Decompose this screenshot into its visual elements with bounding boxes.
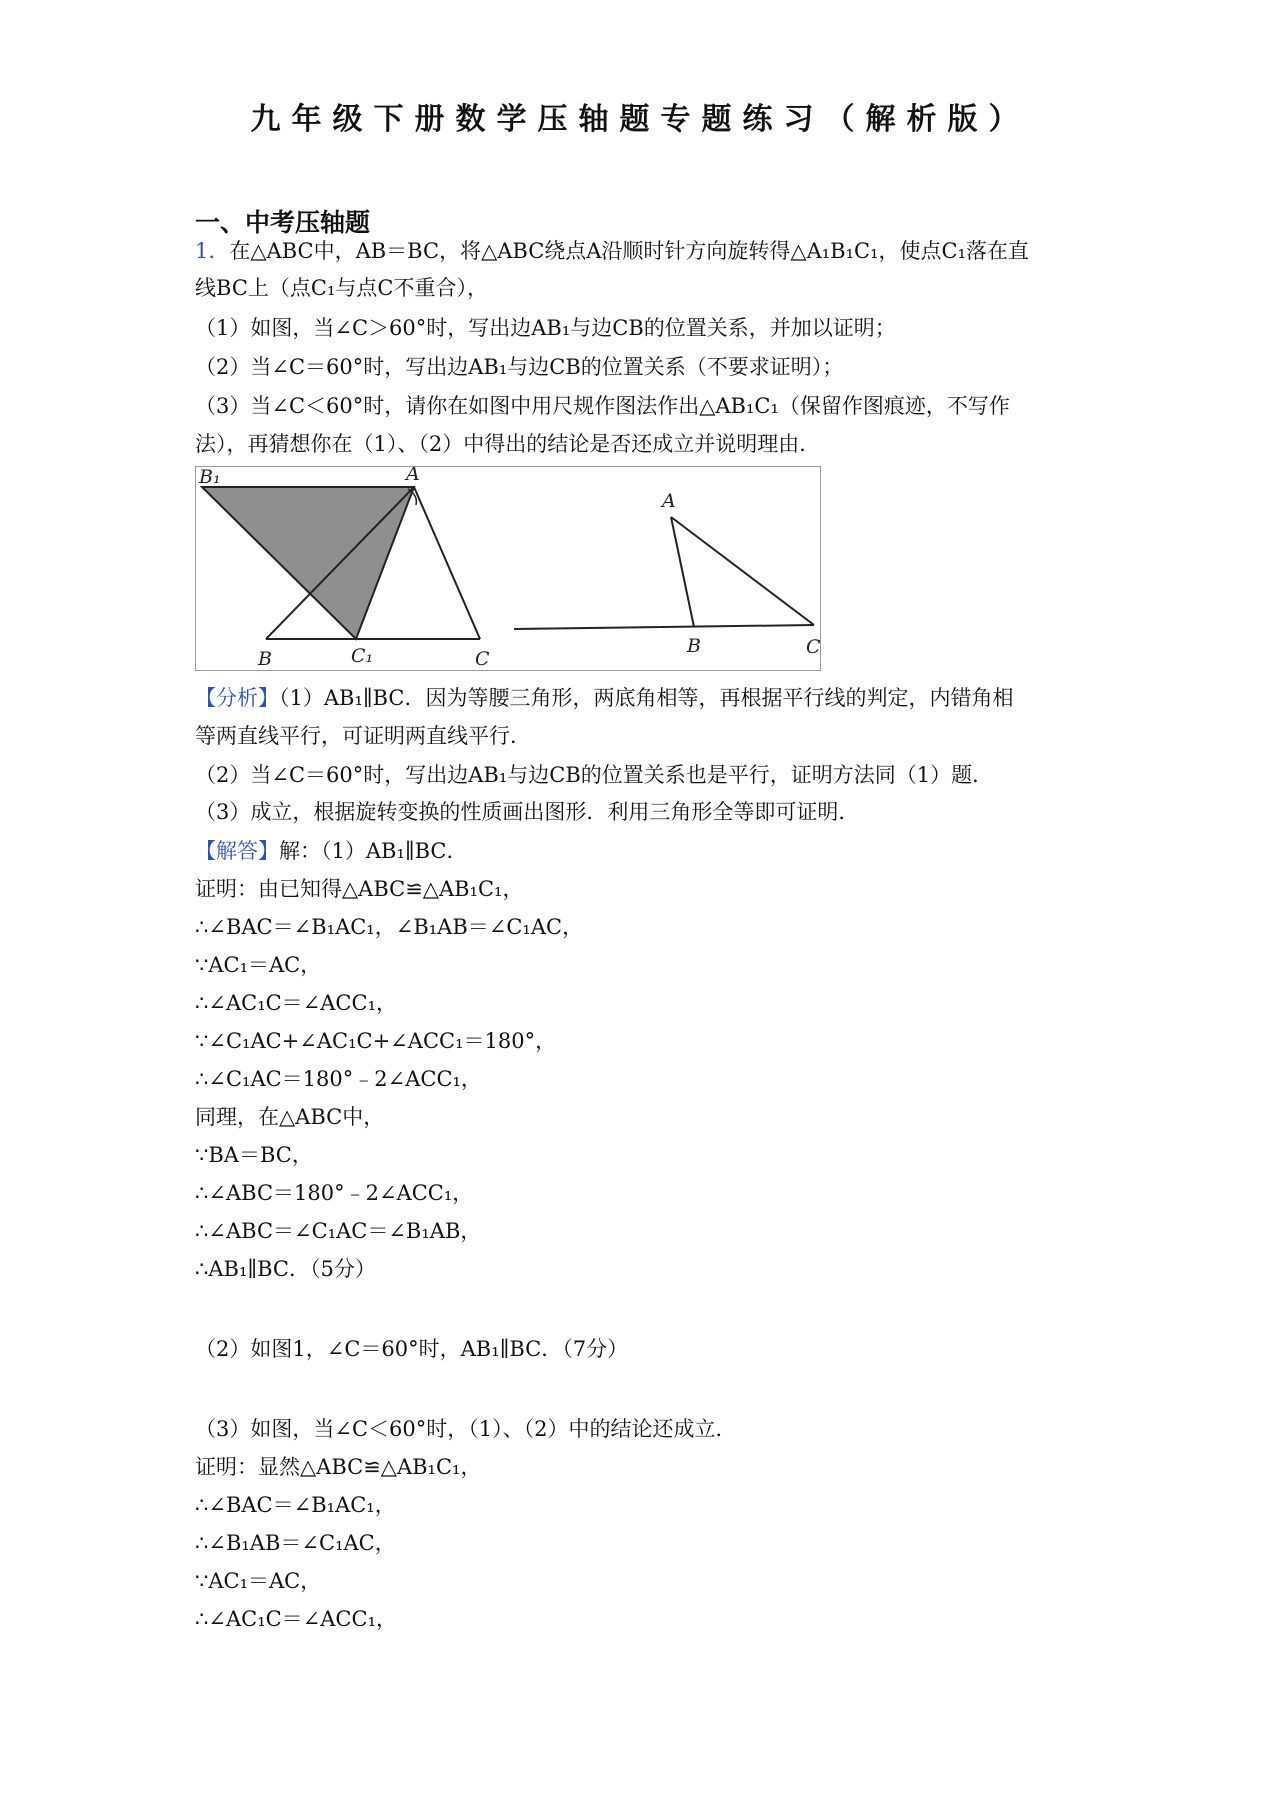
base-line-extended (514, 625, 814, 629)
answer-line-6: ∵∠C₁AC+∠AC₁C+∠ACC₁＝180°， (195, 1029, 557, 1053)
answer-line-10: ∴∠ABC＝180°﹣2∠ACC₁， (195, 1181, 474, 1205)
segment-ab-right (671, 517, 694, 627)
analysis-line-3: （2）当∠C＝60°时，写出边AB₁与边CB的位置关系也是平行，证明方法同（1）题． (195, 763, 994, 787)
label-b-right: B (687, 635, 701, 657)
segment-ac-right (671, 517, 814, 625)
problem-number: 1． (195, 239, 230, 263)
part3-line-1: （3）如图，当∠C＜60°时，（1）、（2）中的结论还成立． (195, 1417, 737, 1441)
answer-line-7: ∴∠C₁AC＝180°﹣2∠ACC₁， (195, 1067, 482, 1091)
problem-line-4: （2）当∠C＝60°时，写出边AB₁与边CB的位置关系（不要求证明）； (195, 355, 844, 379)
segment-ac (414, 487, 480, 639)
answer-line-12: ∴AB₁∥BC．（5分） (195, 1257, 376, 1281)
problem-line-2: 线BC上（点C₁与点C不重合）， (195, 276, 488, 300)
label-c1: C₁ (351, 645, 374, 667)
part3-line-5: ∵AC₁＝AC， (195, 1569, 322, 1593)
part2-line: （2）如图1，∠C＝60°时，AB₁∥BC．（7分） (195, 1337, 629, 1361)
part3-line-2: 证明：显然△ABC≌△AB₁C₁， (195, 1455, 482, 1479)
label-c-right: C (806, 636, 821, 658)
part3-line-4: ∴∠B₁AB＝∠C₁AC， (195, 1531, 396, 1555)
part3-line-6: ∴∠AC₁C＝∠ACC₁， (195, 1607, 397, 1631)
answer-line-3: ∴∠BAC＝∠B₁AC₁，∠B₁AB＝∠C₁AC， (195, 915, 584, 939)
document-title: 九年级下册数学压轴题专题练习（解析版） (250, 102, 1030, 137)
problem-line-6: 法），再猜想你在（1）、（2）中得出的结论是否还成立并说明理由． (195, 432, 821, 456)
label-c-left: C (475, 648, 490, 670)
analysis-line-1: 【分析】（1）AB₁∥BC．因为等腰三角形，两底角相等，再根据平行线的判定，内错角相 (195, 686, 1014, 710)
answer-line-11: ∴∠ABC＝∠C₁AC＝∠B₁AB， (195, 1219, 482, 1243)
problem-line-1: 1．在△ABC中，AB＝BC，将△ABC绕点A沿顺时针方向旋转得△A₁B₁C₁，使点C₁落在直 (195, 239, 1029, 263)
analysis-tag: 【分析】 (195, 686, 279, 710)
answer-line-1: 【解答】解：（1）AB₁∥BC． (195, 839, 468, 863)
answer-line-2: 证明：由已知得△ABC≌△AB₁C₁， (195, 877, 524, 901)
answer-line-4: ∵AC₁＝AC， (195, 953, 322, 977)
analysis-line-4: （3）成立，根据旋转变换的性质画出图形．利用三角形全等即可证明． (195, 800, 860, 824)
label-a-right: A (662, 490, 676, 512)
shaded-triangle-ab1c1 (202, 487, 414, 639)
label-b1: B₁ (199, 467, 221, 488)
answer-tag: 【解答】 (195, 839, 279, 863)
problem-line-3: （1）如图，当∠C＞60°时，写出边AB₁与边CB的位置关系，并加以证明； (195, 316, 896, 340)
label-a-left: A (406, 467, 420, 485)
section-heading: 一、中考压轴题 (195, 208, 371, 237)
geometry-figure (195, 466, 821, 671)
geometry-figure-svg (196, 467, 822, 672)
analysis-line-2: 等两直线平行，可证明两直线平行． (195, 724, 531, 748)
answer-line-9: ∵BA＝BC， (195, 1143, 313, 1167)
answer-line-8: 同理，在△ABC中， (195, 1105, 385, 1129)
label-b-left: B (258, 648, 272, 670)
part3-line-3: ∴∠BAC＝∠B₁AC₁， (195, 1493, 396, 1517)
answer-line-5: ∴∠AC₁C＝∠ACC₁， (195, 991, 397, 1015)
problem-line-5: （3）当∠C＜60°时，请你在如图中用尺规作图法作出△AB₁C₁（保留作图痕迹，不写作 (195, 394, 1010, 418)
